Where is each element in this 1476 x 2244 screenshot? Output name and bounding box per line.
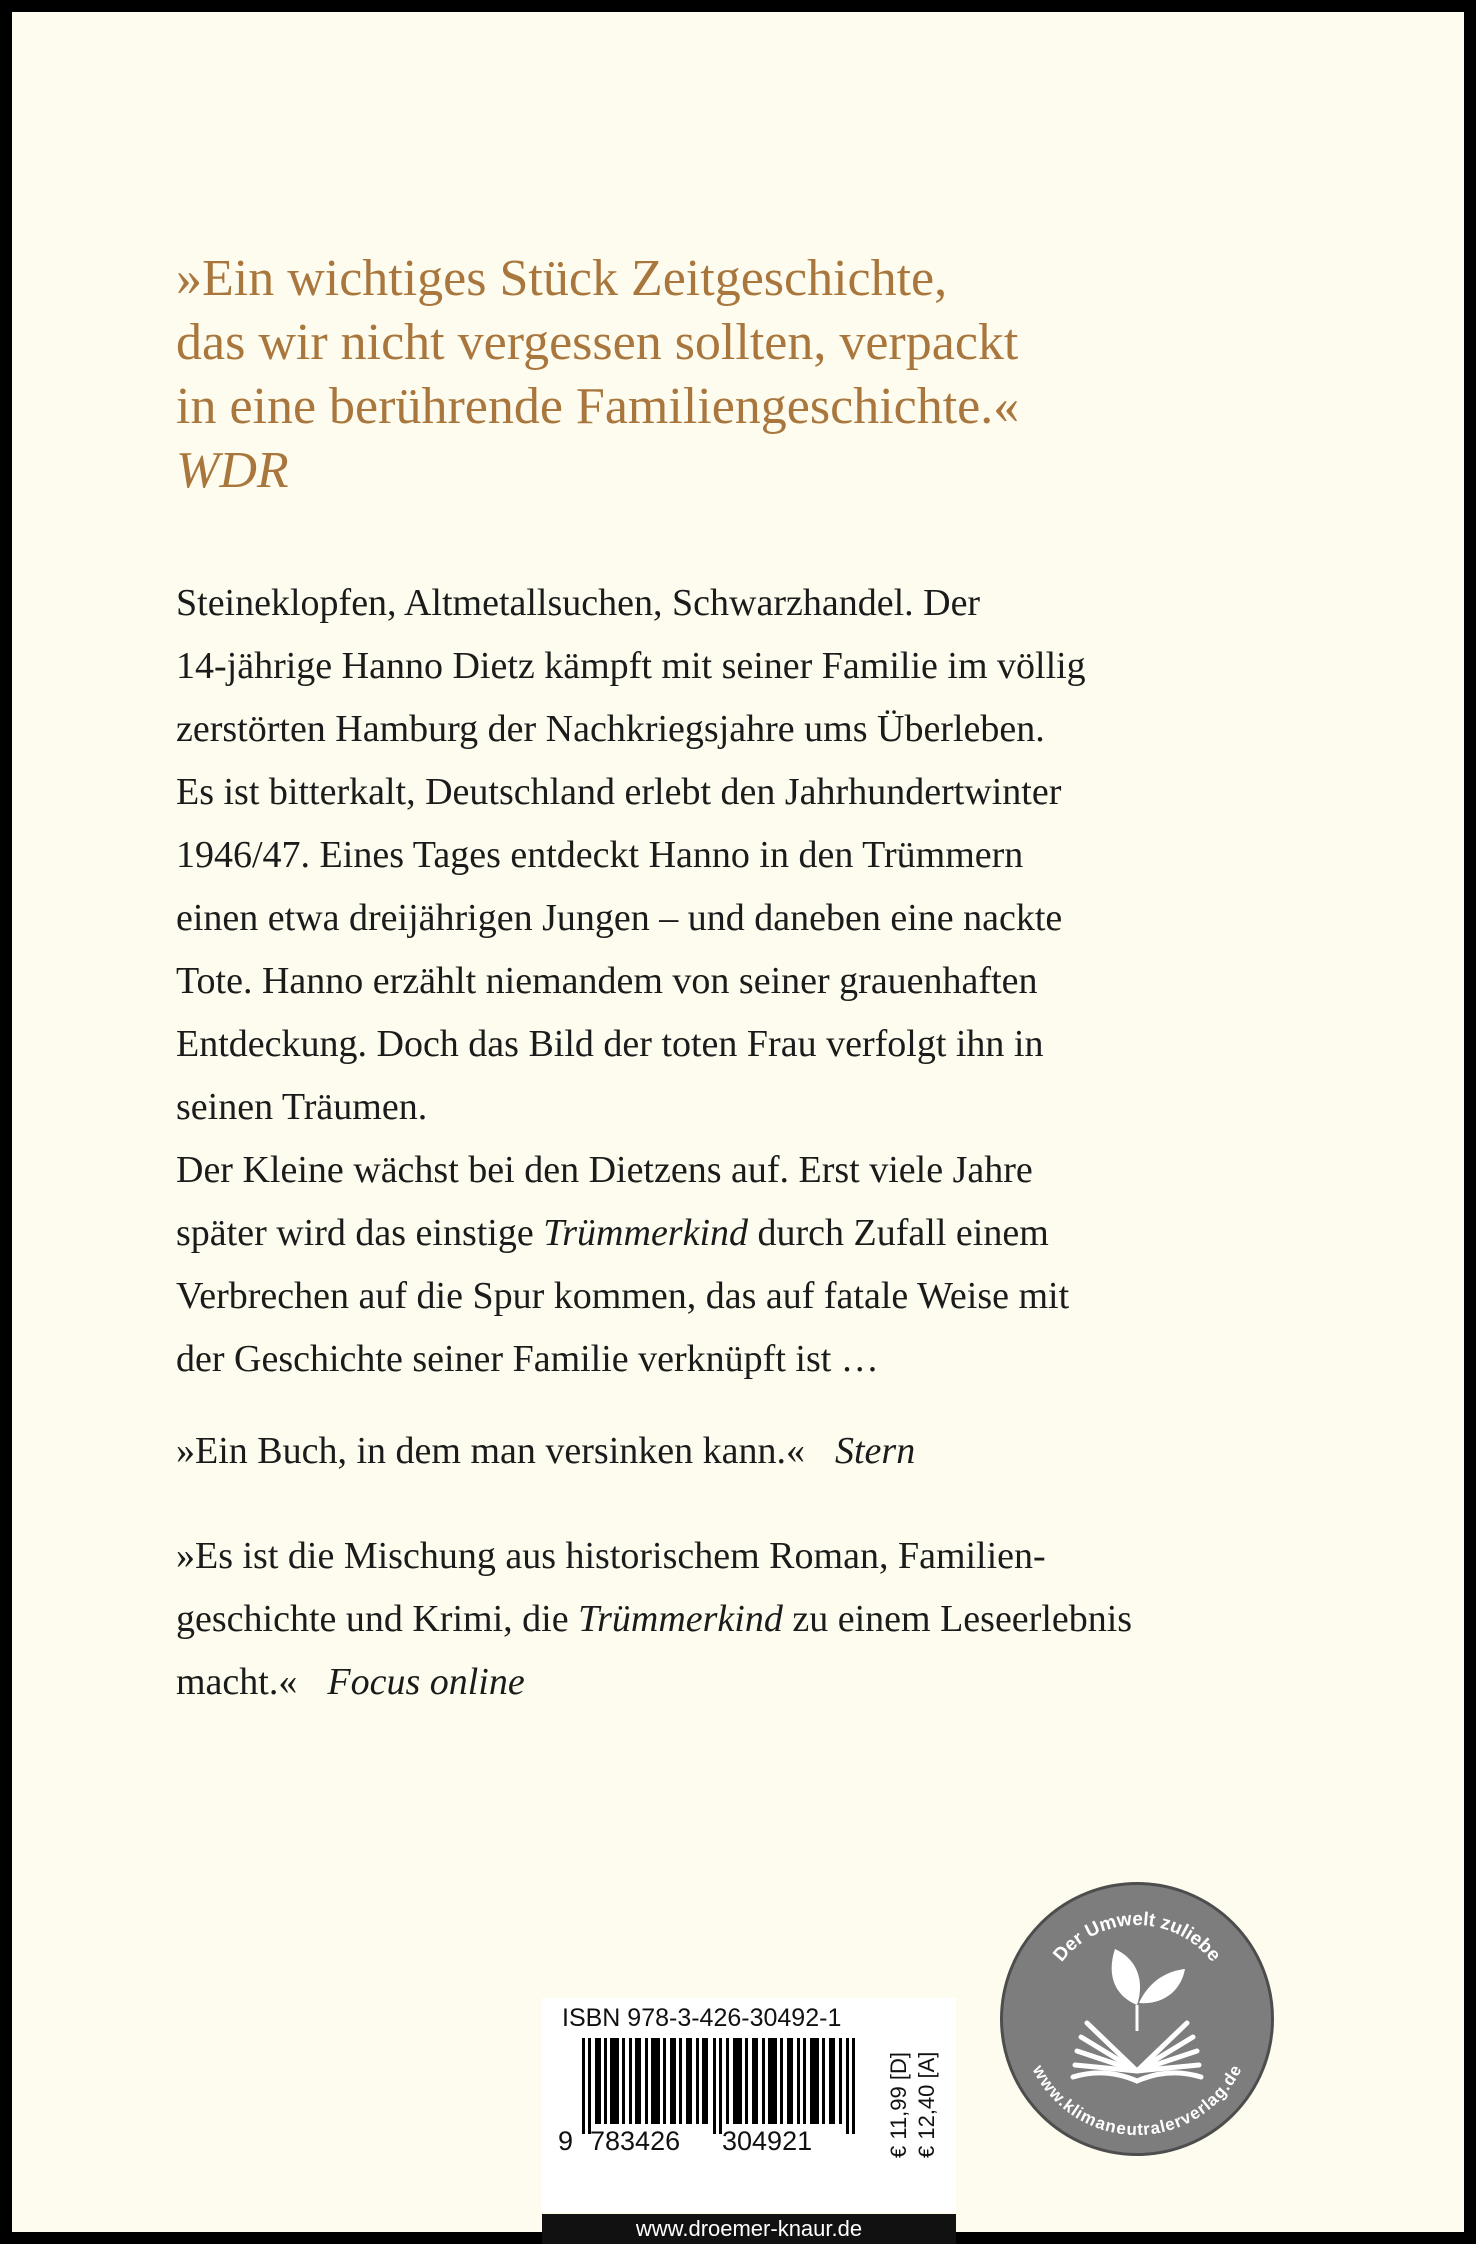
review-line: [176, 1651, 1326, 1714]
featured-quote: [176, 247, 1326, 503]
isbn-number: ISBN 978-3-426-30492-1: [562, 2004, 842, 2032]
review-source: Focus online: [327, 1661, 525, 1703]
climate-neutral-badge: [1000, 1882, 1274, 2156]
blurb-line: Entdeckung. Doch das Bild der toten Frau verfolgt ihn in: [176, 1023, 1044, 1065]
publisher-url: www.droemer-knaur.de: [542, 2214, 956, 2244]
barcode-digits-right: 304921: [722, 2126, 813, 2156]
blurb-line: 1946/47. Eines Tages entdeckt Hanno in den Trümmern: [176, 834, 1024, 876]
book-blurb: [176, 572, 1326, 1391]
blurb-line: seinen Träumen.: [176, 1086, 428, 1128]
review-line: »Es ist die Mischung aus historischem Roman, Familien-: [176, 1535, 1046, 1577]
barcode-digit-first: 9: [558, 2126, 574, 2156]
blurb-line: Es ist bitterkalt, Deutschland erlebt den Jahrhundertwinter: [176, 771, 1062, 813]
blurb-line: der Geschichte seiner Familie verknüpft ist …: [176, 1338, 879, 1380]
review-text: macht.«: [176, 1661, 298, 1703]
price-austria: € 12,40 [A]: [914, 2051, 939, 2158]
blurb-line: Verbrechen auf die Spur kommen, das auf fatale Weise mit: [176, 1275, 1070, 1317]
book-title-italic: Trümmerkind: [578, 1598, 783, 1640]
blurb-line: [176, 1202, 1326, 1265]
review-source: Stern: [835, 1430, 916, 1472]
review-text: geschichte und Krimi, die: [176, 1598, 579, 1640]
blurb-line: einen etwa dreijährigen Jungen – und daneben eine nackte: [176, 897, 1063, 939]
blurb-line: Der Kleine wächst bei den Dietzens auf. Erst viele Jahre: [176, 1149, 1033, 1191]
blurb-text: durch Zufall einem: [748, 1212, 1049, 1254]
review-focus: [176, 1525, 1326, 1714]
price-germany: € 11,99 [D]: [886, 2052, 911, 2158]
blurb-line: Steineklopfen, Altmetallsuchen, Schwarzhandel. Der: [176, 582, 981, 624]
barcode-icon: [582, 2038, 872, 2134]
book-back-cover: [12, 12, 1464, 2241]
blurb-line: Tote. Hanno erzählt niemandem von seiner grauenhaften: [176, 960, 1038, 1002]
svg-text:Der Umwelt zuliebe: [1049, 1909, 1224, 1966]
badge-top-text: Der Umwelt zuliebe: [1049, 1908, 1225, 1966]
review-text: »Ein Buch, in dem man versinken kann.«: [176, 1430, 805, 1472]
review-text: zu einem Leseerlebnis: [782, 1598, 1133, 1640]
review-stern: [176, 1420, 1326, 1483]
barcode-panel: [542, 1998, 956, 2212]
barcode-digits-left: 783426: [590, 2126, 681, 2156]
featured-quote-line: »Ein wichtiges Stück Zeitgeschichte,: [176, 250, 948, 307]
featured-quote-line: in eine berührende Familiengeschichte.«: [176, 378, 1020, 435]
blurb-line: zerstörten Hamburg der Nachkriegsjahre ums Überleben.: [176, 708, 1045, 750]
featured-quote-source: WDR: [176, 442, 289, 499]
badge-bottom-text: www.klimaneutralerverlag.de: [1028, 2061, 1246, 2140]
review-line: [176, 1588, 1326, 1651]
book-leaf-icon: [1003, 1885, 1271, 2153]
blurb-line: 14-jährige Hanno Dietz kämpft mit seiner Familie im völlig: [176, 645, 1086, 687]
featured-quote-line: das wir nicht vergessen sollten, verpackt: [176, 314, 1019, 371]
review-line: [176, 1420, 1326, 1483]
blurb-text: später wird das einstige: [176, 1212, 544, 1254]
book-title-italic: Trümmerkind: [543, 1212, 749, 1254]
